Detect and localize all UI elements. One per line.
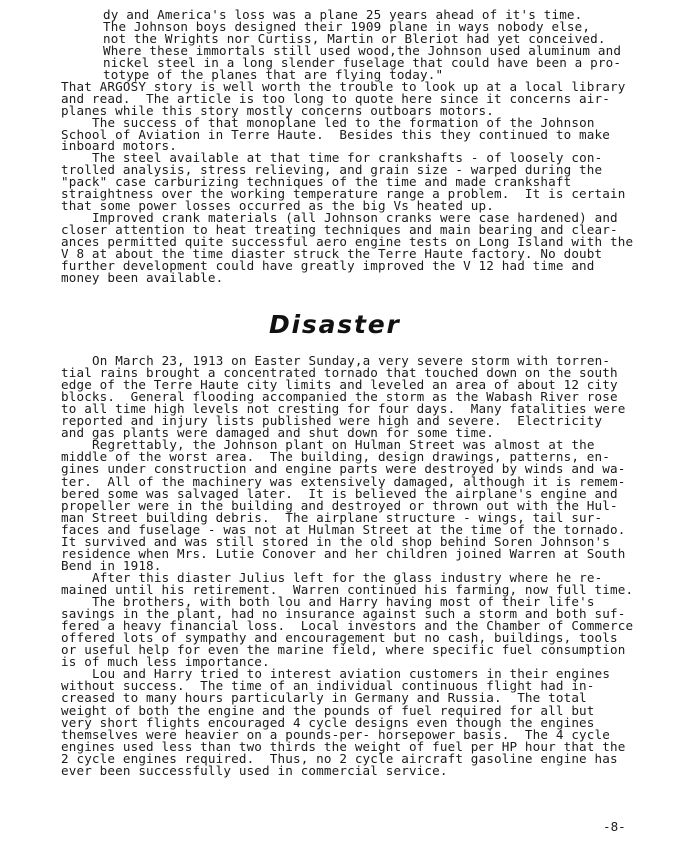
- text-line: Improved crank materials (all Johnson cranks were case hardened) and: [92, 210, 618, 226]
- text-line: ever been successfully used in commercial service.: [61, 762, 448, 778]
- text-line: It survived and was still stored in the old shop behind Soren Johnson's: [61, 533, 610, 549]
- text-line: faces and fuselage - was not at Hulman Street at the time of the tornado.: [61, 521, 626, 537]
- text-line: Where these immortals still used wood,the Johnson used aluminum and: [103, 42, 622, 58]
- text-line: Bend in 1918.: [61, 557, 162, 573]
- text-line: 2 cycle engines required. Thus, no 2 cycle aircraft gasoline engine has: [61, 750, 618, 766]
- text-line: After this diaster Julius left for the glass industry where he re-: [92, 569, 603, 585]
- text-line: Lou and Harry tried to interest aviation customers in their engines: [92, 666, 611, 682]
- text-line: School of Aviation in Terre Haute. Besides this they continued to make: [61, 126, 610, 142]
- text-line: residence when Mrs. Lutie Conover and her children joined Warren at South: [61, 545, 626, 561]
- text-line: very short flights encouraged 4 cycle designs even though the engines: [61, 714, 595, 730]
- text-line: offered lots of sympathy and encouragement but no cash, buildings, tools: [61, 630, 618, 646]
- text-line: V 8 at about the time diaster struck the Terre Haute factory. No doubt: [61, 246, 603, 261]
- text-line: dy and America's loss was a plane 25 years ahead of it's time.: [103, 7, 583, 22]
- text-line: or useful help for even the marine field, where specific fuel consumption: [61, 642, 626, 658]
- text-line: reported and injury lists published were high and severe. Electricity: [61, 413, 603, 429]
- text-line: The Johnson boys designed their 1909 plane in ways nobody else,: [103, 18, 591, 34]
- text-line: engines used less than two thirds the weight of fuel per HP hour that the: [61, 738, 626, 754]
- text-line: mained until his retirement. Warren continued his farming, now full time.: [61, 582, 634, 597]
- text-line: creased to many hours particularly in Germany and Russia. The total: [61, 690, 587, 706]
- text-line: edge of the Terre Haute city limits and leveled an area of about 12 city: [61, 377, 618, 393]
- text-line: and read. The article is too long to quote here since it concerns air-: [61, 90, 610, 106]
- text-line: The success of that monoplane led to the formation of the Johnson: [92, 114, 595, 130]
- text-line: not the Wrights nor Curtiss, Martin or Bleriot had yet conceived.: [103, 30, 606, 46]
- text-line: gines under construction and engine parts were destroyed by winds and wa-: [61, 461, 626, 477]
- text-line: That ARGOSY story is well worth the trouble to look up at a local library: [61, 78, 626, 94]
- text-line: Regrettably, the Johnson plant on Hulman Street was almost at the: [92, 437, 595, 453]
- section-heading: Disaster: [269, 310, 401, 339]
- text-line: middle of the worst area. The building, design drawings, patterns, en-: [61, 449, 610, 465]
- text-line: ances permitted quite successful aero engine tests on Long Island with the: [61, 234, 634, 249]
- text-line: further development could have greatly improved the V 12 had time and: [61, 257, 595, 273]
- text-line: that some power losses occurred as the big Vs heated up.: [61, 198, 494, 214]
- text-line: tial rains brought a concentrated tornado that touched down on the south: [61, 365, 618, 381]
- text-line: fered a heavy financial loss. Local investors and the Chamber of Commerce: [61, 618, 634, 634]
- text-line: themselves were heavier on a pounds-per- horsepower basis. The 4 cycle: [61, 726, 610, 742]
- text-line: "pack" case carburizing techniques of the time and made crankshaft: [61, 174, 572, 190]
- text-line: to all time high levels not cresting for four days. Many fatalities were: [61, 401, 626, 417]
- text-line: trolled analysis, stress relieving, and grain size - warped during the: [61, 162, 603, 178]
- text-line: propeller were in the building and destroyed or thrown out with the Hul-: [61, 497, 618, 513]
- text-line: is of much less importance.: [61, 654, 270, 670]
- text-line: man Street building debris. The airplane structure - wings, tail sur-: [61, 509, 603, 525]
- text-line: without success. The time of an individual continuous flight had in-: [61, 678, 595, 694]
- text-line: The brothers, with both lou and Harry having most of their life's: [92, 594, 595, 609]
- text-line: inboard motors.: [61, 138, 177, 154]
- text-line: blocks. General flooding accompanied the storm as the Wabash River rose: [61, 389, 618, 405]
- text-line: ter. All of the machinery was extensively damaged, although it is remem-: [61, 473, 626, 489]
- text-line: bered some was salvaged later. It is believed the airplane's engine and: [61, 485, 618, 501]
- text-line: money been available.: [61, 269, 224, 285]
- text-line: nickel steel in a long slender fuselage that could have been a pro-: [103, 54, 622, 70]
- text-line: savings in the plant, had no insurance against such a storm and both suf-: [61, 606, 626, 621]
- text-line: straightness over the working temperature range a problem. It is certain: [61, 186, 626, 202]
- page-number: -8-: [603, 819, 626, 834]
- text-line: planes while this story mostly concerns outboars motors.: [61, 102, 494, 118]
- text-line: totype of the planes that are flying today.": [103, 66, 444, 82]
- text-line: On March 23, 1913 on Easter Sunday,a very severe storm with torren-: [92, 353, 611, 368]
- text-line: The steel available at that time for crankshafts - of loosely con-: [92, 150, 603, 166]
- text-line: and gas plants were damaged and shut down for some time.: [61, 425, 494, 441]
- text-line: weight of both the engine and the pounds of fuel required for all but: [61, 702, 595, 718]
- text-line: closer attention to heat treating techniques and main bearing and clear-: [61, 222, 618, 238]
